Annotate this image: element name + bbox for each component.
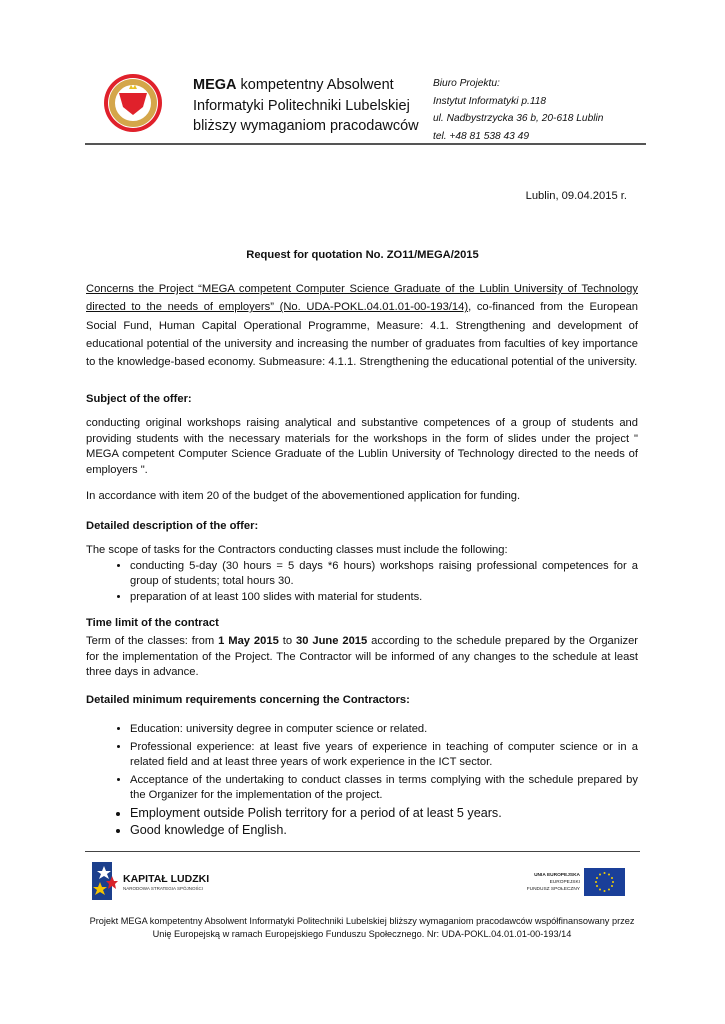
- list-item: • Professional experience: at least five years of experience in teaching of computer science or in a related field and at least three years of work experience in the ICT sector.: [130, 740, 638, 771]
- eu-fund-label: UNIA EUROPEJSKA EUROPEJSKI FUNDUSZ SPOŁECZNY: [526, 873, 580, 892]
- header-divider: [85, 143, 646, 145]
- time-heading: Time limit of the contract: [86, 617, 219, 629]
- list-item: • Education: university degree in computer science or related.: [130, 722, 638, 738]
- description-text: The scope of tasks for the Contractors conducting classes must include the following:: [86, 544, 508, 556]
- description-section: [86, 543, 638, 605]
- eu-flag-icon: [584, 868, 625, 896]
- intro-paragraph: Concerns the Project “MEGA competent Computer Science Graduate of the Lublin University of Technology directed to the needs of employers” (No. UDA-POKL.04.01.01-00-193/14), co-financed from the European Social Fund, Human Capital Operational Programme, Measure: 4.1. Strengthening and development of educational potential of the university and increasing the number of graduates from faculties of key importance to the knowledge-based economy. Submeasure: 4.1.1. Strengthening the educational potential of the university.: [86, 283, 638, 369]
- description-heading: Detailed description of the offer:: [86, 520, 259, 532]
- budget-text: In accordance with item 20 of the budget of the abovementioned application for funding.: [86, 490, 521, 502]
- list-item: • preparation of at least 100 slides with material for students.: [130, 590, 638, 606]
- subject-heading: Subject of the offer:: [86, 393, 192, 405]
- kapital-ludzki-logo: [92, 862, 118, 900]
- list-item: • Acceptance of the undertaking to conduct classes in terms complying with the schedule prepared by the Organizer for the implementation of the project.: [130, 773, 638, 804]
- footer-divider: [85, 851, 640, 852]
- requirements-heading: Detailed minimum requirements concerning the Contractors:: [86, 694, 410, 706]
- requirements-list: [86, 722, 638, 839]
- kapital-ludzki-title: KAPITAŁ LUDZKI: [123, 873, 210, 885]
- request-title: Request for quotation No. ZO11/MEGA/2015: [246, 249, 479, 261]
- list-item: • Good knowledge of English.: [130, 822, 638, 839]
- list-item: • Employment outside Polish territory for a period of at least 5 years.: [130, 805, 638, 822]
- list-item: • conducting 5-day (30 hours = 5 days *6 hours) workshops raising professional competences for a group of students; total hours 30.: [130, 559, 638, 590]
- subject-text: conducting original workshops raising analytical and substantive competences of a group of students and providing students with the necessary materials for the workshops in the form of slides under the project " MEGA competent Computer Science Graduate of the Lublin University of Technology directed to the needs of employers ".: [86, 417, 638, 476]
- university-logo: [103, 73, 163, 133]
- project-office-address: Biuro Projektu: Instytut Informatyki p.118 ul. Nadbystrzycka 36 b, 20-618 Lublin tel. +48 81 538 43 49: [433, 78, 604, 142]
- footer-text: Projekt MEGA kompetentny Absolwent Informatyki Politechniki Lubelskiej bliższy wymaganiom pracodawców współfinansowany przez Unię Europejską w ramach Europejskiego Funduszu Społecznego. Nr: UDA-POKL.04.01.01-00-193/14: [89, 916, 635, 939]
- document-date: Lublin, 09.04.2015 r.: [525, 190, 627, 202]
- project-title: MEGA kompetentny Absolwent Informatyki Politechniki Lubelskiej bliższy wymaganiom pracodawców: [193, 77, 419, 134]
- kapital-ludzki-subtitle: NARODOWA STRATEGIA SPÓJNOŚCI: [123, 886, 204, 891]
- time-text: Term of the classes: from 1 May 2015 to 30 June 2015 according to the schedule prepared by the Organizer for the implementation of the Project. The Contractor will be informed of any changes to the schedule at least three days in advance.: [86, 635, 639, 679]
